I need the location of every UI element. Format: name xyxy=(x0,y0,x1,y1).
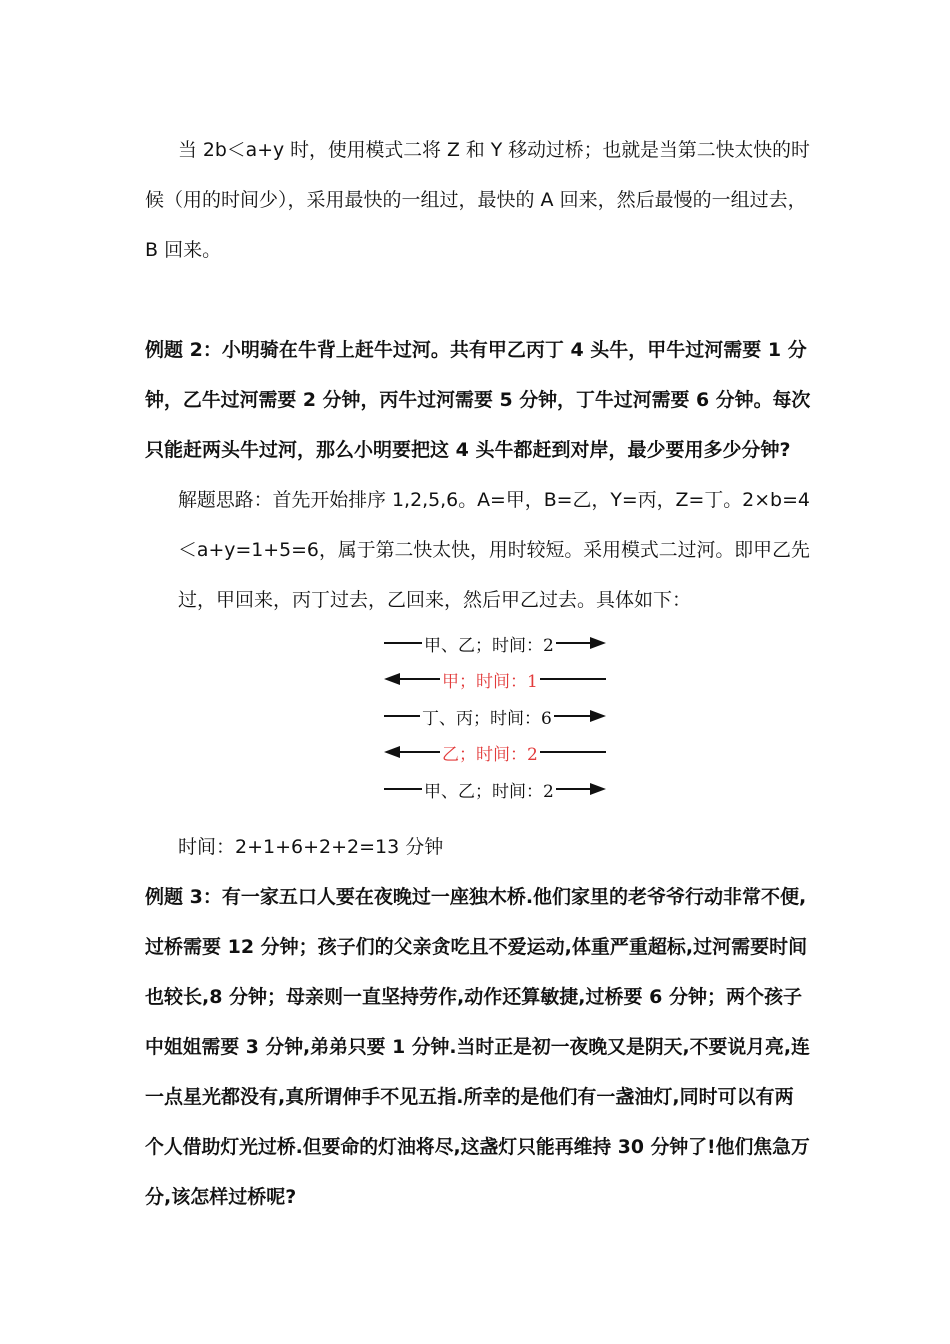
example3-line: 一点星光都没有,真所谓伸手不见五指.所幸的是他们有一盏油灯,同时可以有两 xyxy=(145,1086,794,1108)
diagram-label: 甲；时间：1 xyxy=(442,671,538,692)
arrow-left-icon xyxy=(384,746,400,758)
line-segment xyxy=(554,715,590,717)
line-segment xyxy=(400,751,440,753)
diagram-row-forward xyxy=(384,777,606,801)
line-segment xyxy=(384,715,420,717)
line-segment xyxy=(540,751,606,753)
arrow-right-icon xyxy=(590,783,606,795)
example2-line: 钟，乙牛过河需要 2 分钟，丙牛过河需要 5 分钟，丁牛过河需要 6 分钟。每次 xyxy=(145,389,811,411)
total-time: 时间：2+1+6+2+2=13 分钟 xyxy=(178,836,444,858)
example3-line: 分,该怎样过桥呢? xyxy=(145,1186,297,1208)
example3-line: 个人借助灯光过桥.但要命的灯油将尽,这盏灯只能再维持 30 分钟了!他们焦急万 xyxy=(145,1136,810,1158)
diagram-row-forward xyxy=(384,704,606,728)
example3-line: 中姐姐需要 3 分钟,弟弟只要 1 分钟.当时正是初一夜晚又是阴天,不要说月亮,连 xyxy=(145,1036,810,1058)
diagram-label: 甲、乙；时间：2 xyxy=(424,781,554,802)
line-segment xyxy=(556,642,590,644)
solution-line: 解题思路：首先开始排序 1,2,5,6。A=甲，B=乙，Y=丙，Z=丁。2×b=4 xyxy=(178,489,810,511)
example2-line: 只能赶两头牛过河，那么小明要把这 4 头牛都赶到对岸，最少要用多少分钟? xyxy=(145,439,791,461)
solution-line: ＜a+y=1+5=6，属于第二快太快，用时较短。采用模式二过河。即甲乙先 xyxy=(178,539,810,561)
arrow-right-icon xyxy=(590,710,606,722)
example3-line: 例题 3：有一家五口人要在夜晚过一座独木桥.他们家里的老爷爷行动非常不便, xyxy=(145,886,807,908)
line-segment xyxy=(400,678,440,680)
paragraph-line: 候（用的时间少），采用最快的一组过，最快的 A 回来，然后最慢的一组过去， xyxy=(145,189,807,211)
solution-line: 过，甲回来，丙丁过去，乙回来，然后甲乙过去。具体如下： xyxy=(178,589,692,611)
line-segment xyxy=(384,788,422,790)
arrow-left-icon xyxy=(384,673,400,685)
diagram-row-return xyxy=(384,667,606,691)
arrow-right-icon xyxy=(590,637,606,649)
line-segment xyxy=(556,788,590,790)
line-segment xyxy=(540,678,606,680)
diagram-label: 乙；时间：2 xyxy=(442,744,538,765)
line-segment xyxy=(384,642,422,644)
example3-line: 也较长,8 分钟；母亲则一直坚持劳作,动作还算敏捷,过桥要 6 分钟；两个孩子 xyxy=(145,986,802,1008)
example2-line: 例题 2：小明骑在牛背上赶牛过河。共有甲乙丙丁 4 头牛，甲牛过河需要 1 分 xyxy=(145,339,807,361)
diagram-row-return xyxy=(384,740,606,764)
diagram-label: 丁、丙；时间：6 xyxy=(422,708,552,729)
paragraph-line: 当 2b＜a+y 时，使用模式二将 Z 和 Y 移动过桥；也就是当第二快太快的时 xyxy=(178,139,810,161)
example3-line: 过桥需要 12 分钟；孩子们的父亲贪吃且不爱运动,体重严重超标,过河需要时间 xyxy=(145,936,808,958)
diagram-label: 甲、乙；时间：2 xyxy=(424,635,554,656)
paragraph-line: B 回来。 xyxy=(145,239,222,261)
diagram-row-forward xyxy=(384,631,606,655)
